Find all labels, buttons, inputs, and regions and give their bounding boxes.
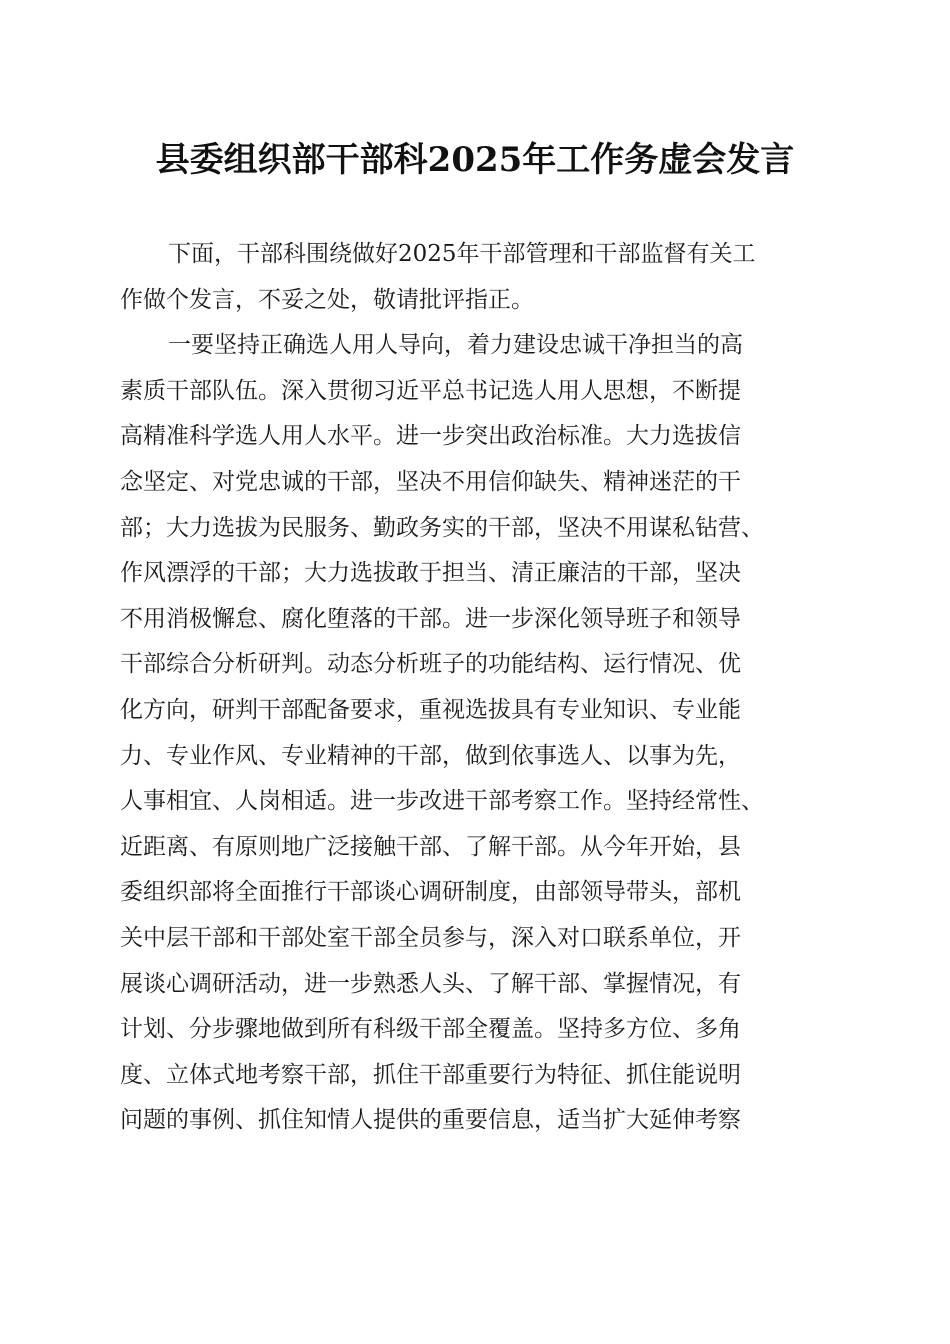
paragraph-line: 力、专业作风、专业精神的干部，做到依事选人、以事为先， — [120, 742, 741, 769]
paragraph-line: 下面，干部科围绕做好2025年干部管理和干部监督有关工 — [168, 241, 756, 267]
paragraph-line: 作风漂浮的干部；大力选拔敢于担当、清正廉洁的干部，坚决 — [120, 560, 741, 587]
paragraph-line: 高精准科学选人用人水平。进一步突出政治标准。大力选拔信 — [120, 423, 741, 450]
paragraph-line: 展谈心调研活动，进一步熟悉人头、了解干部、掌握情况，有 — [120, 970, 741, 997]
paragraph-line: 干部综合分析研判。动态分析班子的功能结构、运行情况、优 — [120, 651, 741, 678]
paragraph-line: 化方向，研判干部配备要求，重视选拔具有专业知识、专业能 — [120, 696, 741, 723]
document-body — [120, 232, 840, 1144]
paragraph-line: 近距离、有原则地广泛接触干部、了解干部。从今年开始，县 — [120, 833, 741, 860]
paragraph-line: 一要坚持正确选人用人导向，着力建设忠诚干净担当的高 — [168, 332, 743, 359]
document-title: 县委组织部干部科2025年工作务虚会发言 — [155, 140, 795, 180]
paragraph-line: 作做个发言，不妥之处，敬请批评指正。 — [120, 286, 534, 313]
paragraph-line: 委组织部将全面推行干部谈心调研制度，由部领导带头，部机 — [120, 879, 741, 906]
paragraph-line: 部；大力选拔为民服务、勤政务实的干部，坚决不用谋私钻营、 — [120, 514, 764, 541]
paragraph-line: 素质干部队伍。深入贯彻习近平总书记选人用人思想，不断提 — [120, 377, 741, 404]
paragraph-line: 念坚定、对党忠诚的干部，坚决不用信仰缺失、精神迷茫的干 — [120, 468, 741, 495]
paragraph-line: 人事相宜、人岗相适。进一步改进干部考察工作。坚持经常性、 — [120, 788, 764, 815]
paragraph-line: 计划、分步骤地做到所有科级干部全覆盖。坚持多方位、多角 — [120, 1016, 741, 1043]
paragraph-line: 问题的事例、抓住知情人提供的重要信息，适当扩大延伸考察 — [120, 1107, 741, 1134]
paragraph-line: 不用消极懈怠、腐化堕落的干部。进一步深化领导班子和领导 — [120, 605, 741, 632]
paragraph-line: 度、立体式地考察干部，抓住干部重要行为特征、抓住能说明 — [120, 1061, 741, 1088]
paragraph-line: 关中层干部和干部处室干部全员参与，深入对口联系单位，开 — [120, 924, 741, 951]
